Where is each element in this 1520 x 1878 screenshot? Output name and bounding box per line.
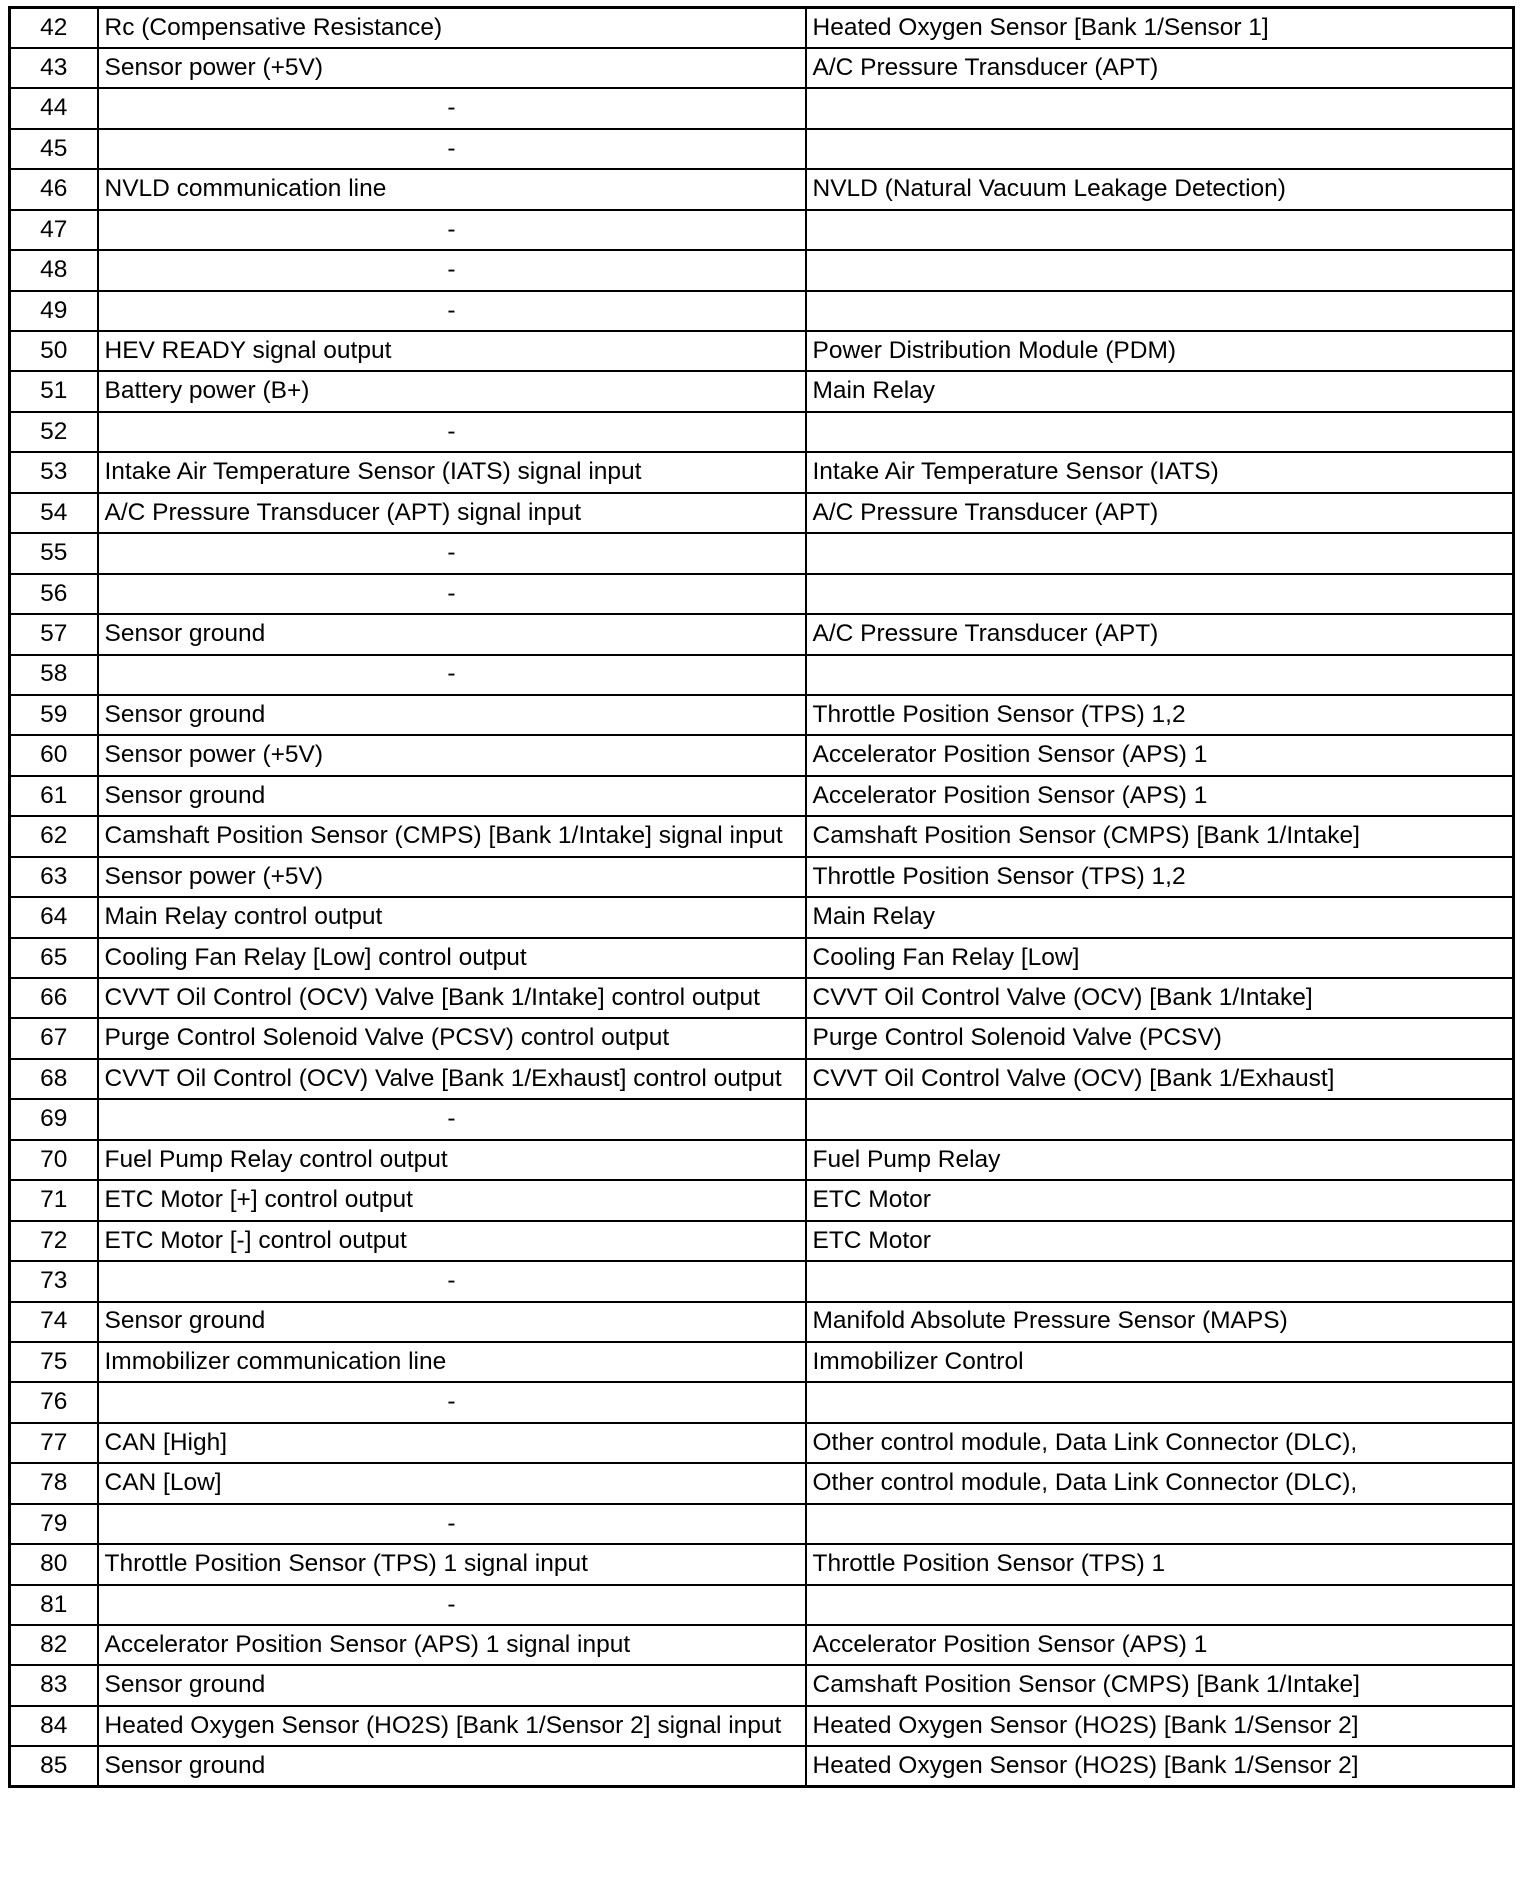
table-row (10, 452, 1514, 492)
table-row (10, 574, 1514, 614)
table-row (10, 1059, 1514, 1099)
connected-to-cell (806, 88, 1514, 128)
table-row (10, 1302, 1514, 1342)
table-row (10, 816, 1514, 856)
pin-number-cell: 45 (10, 129, 98, 169)
connected-to-cell: ETC Motor (806, 1180, 1514, 1220)
table-row (10, 978, 1514, 1018)
pin-number-cell: 62 (10, 816, 98, 856)
pin-number-cell: 52 (10, 412, 98, 452)
connected-to-cell (806, 1504, 1514, 1544)
table-row (10, 938, 1514, 978)
pin-description-cell: Main Relay control output (98, 897, 806, 937)
table-row (10, 1221, 1514, 1261)
connected-to-cell (806, 655, 1514, 695)
pin-description-cell: Intake Air Temperature Sensor (IATS) signal input (98, 452, 806, 492)
pin-number-cell: 54 (10, 493, 98, 533)
pin-number-cell: 79 (10, 1504, 98, 1544)
connected-to-cell (806, 1099, 1514, 1139)
pin-description-cell: A/C Pressure Transducer (APT) signal input (98, 493, 806, 533)
connected-to-cell: A/C Pressure Transducer (APT) (806, 493, 1514, 533)
table-row (10, 48, 1514, 88)
table-row (10, 1423, 1514, 1463)
connected-to-cell: Main Relay (806, 897, 1514, 937)
pin-description-cell: - (98, 88, 806, 128)
pin-function-table (8, 6, 1515, 1788)
pin-description-cell: - (98, 1504, 806, 1544)
table-row (10, 1504, 1514, 1544)
pin-description-cell: CAN [Low] (98, 1463, 806, 1503)
table-row (10, 1746, 1514, 1786)
table-row (10, 533, 1514, 573)
pin-description-cell: - (98, 574, 806, 614)
pin-number-cell: 70 (10, 1140, 98, 1180)
connected-to-cell: Accelerator Position Sensor (APS) 1 (806, 776, 1514, 816)
pin-description-cell: CVVT Oil Control (OCV) Valve [Bank 1/Intake] control output (98, 978, 806, 1018)
table-row (10, 8, 1514, 48)
pin-description-cell: Heated Oxygen Sensor (HO2S) [Bank 1/Sensor 2] signal input (98, 1706, 806, 1746)
pin-description-cell: - (98, 250, 806, 290)
pin-description-cell: Sensor ground (98, 1665, 806, 1705)
pin-description-cell: CAN [High] (98, 1423, 806, 1463)
pin-number-cell: 85 (10, 1746, 98, 1786)
pin-number-cell: 51 (10, 371, 98, 411)
table-row (10, 695, 1514, 735)
pin-description-cell: Sensor ground (98, 695, 806, 735)
connected-to-cell (806, 412, 1514, 452)
pin-description-cell: - (98, 291, 806, 331)
connected-to-cell (806, 129, 1514, 169)
connected-to-cell: NVLD (Natural Vacuum Leakage Detection) (806, 169, 1514, 209)
connected-to-cell (806, 210, 1514, 250)
pin-description-cell: CVVT Oil Control (OCV) Valve [Bank 1/Exhaust] control output (98, 1059, 806, 1099)
connected-to-cell: CVVT Oil Control Valve (OCV) [Bank 1/Intake] (806, 978, 1514, 1018)
pin-description-cell: Battery power (B+) (98, 371, 806, 411)
connected-to-cell: Throttle Position Sensor (TPS) 1,2 (806, 695, 1514, 735)
connected-to-cell (806, 291, 1514, 331)
pin-description-cell: - (98, 129, 806, 169)
pin-description-cell: ETC Motor [-] control output (98, 1221, 806, 1261)
table-row (10, 1140, 1514, 1180)
table-row (10, 1585, 1514, 1625)
table-row (10, 1382, 1514, 1422)
table-row (10, 1180, 1514, 1220)
connected-to-cell: Immobilizer Control (806, 1342, 1514, 1382)
connected-to-cell (806, 250, 1514, 290)
connected-to-cell: Power Distribution Module (PDM) (806, 331, 1514, 371)
pin-number-cell: 44 (10, 88, 98, 128)
table-row (10, 1261, 1514, 1301)
connected-to-cell: Purge Control Solenoid Valve (PCSV) (806, 1018, 1514, 1058)
pin-description-cell: - (98, 1099, 806, 1139)
pin-number-cell: 77 (10, 1423, 98, 1463)
pin-number-cell: 49 (10, 291, 98, 331)
table-row (10, 1665, 1514, 1705)
pin-number-cell: 82 (10, 1625, 98, 1665)
connected-to-cell: Camshaft Position Sensor (CMPS) [Bank 1/Intake] (806, 1665, 1514, 1705)
connected-to-cell (806, 1585, 1514, 1625)
connected-to-cell: Other control module, Data Link Connector (DLC), (806, 1423, 1514, 1463)
connected-to-cell (806, 574, 1514, 614)
pin-description-cell: Accelerator Position Sensor (APS) 1 signal input (98, 1625, 806, 1665)
table-row (10, 1706, 1514, 1746)
connected-to-cell: Accelerator Position Sensor (APS) 1 (806, 735, 1514, 775)
connected-to-cell: A/C Pressure Transducer (APT) (806, 614, 1514, 654)
table-row (10, 655, 1514, 695)
pin-description-cell: HEV READY signal output (98, 331, 806, 371)
pin-number-cell: 60 (10, 735, 98, 775)
table-row (10, 614, 1514, 654)
table-row (10, 897, 1514, 937)
pin-description-cell: Sensor ground (98, 776, 806, 816)
connected-to-cell: Heated Oxygen Sensor (HO2S) [Bank 1/Sensor 2] (806, 1706, 1514, 1746)
pin-description-cell: Throttle Position Sensor (TPS) 1 signal input (98, 1544, 806, 1584)
pin-description-cell: - (98, 412, 806, 452)
pin-description-cell: - (98, 1261, 806, 1301)
connected-to-cell: Intake Air Temperature Sensor (IATS) (806, 452, 1514, 492)
table-row (10, 1625, 1514, 1665)
connected-to-cell: Manifold Absolute Pressure Sensor (MAPS) (806, 1302, 1514, 1342)
table-row (10, 857, 1514, 897)
connected-to-cell: Heated Oxygen Sensor [Bank 1/Sensor 1] (806, 8, 1514, 48)
connected-to-cell (806, 533, 1514, 573)
pin-description-cell: Camshaft Position Sensor (CMPS) [Bank 1/Intake] signal input (98, 816, 806, 856)
pin-description-cell: - (98, 655, 806, 695)
table-row (10, 250, 1514, 290)
pin-description-cell: - (98, 1382, 806, 1422)
table-row (10, 169, 1514, 209)
pin-description-cell: Rc (Compensative Resistance) (98, 8, 806, 48)
pin-description-cell: Cooling Fan Relay [Low] control output (98, 938, 806, 978)
table-row (10, 210, 1514, 250)
pin-number-cell: 64 (10, 897, 98, 937)
pin-number-cell: 61 (10, 776, 98, 816)
pin-description-cell: Immobilizer communication line (98, 1342, 806, 1382)
table-row (10, 291, 1514, 331)
pin-description-cell: ETC Motor [+] control output (98, 1180, 806, 1220)
pin-number-cell: 74 (10, 1302, 98, 1342)
connected-to-cell: Cooling Fan Relay [Low] (806, 938, 1514, 978)
connected-to-cell (806, 1261, 1514, 1301)
pin-number-cell: 83 (10, 1665, 98, 1705)
connected-to-cell: Accelerator Position Sensor (APS) 1 (806, 1625, 1514, 1665)
connected-to-cell: Throttle Position Sensor (TPS) 1,2 (806, 857, 1514, 897)
pin-number-cell: 69 (10, 1099, 98, 1139)
connected-to-cell: Other control module, Data Link Connector (DLC), (806, 1463, 1514, 1503)
table-row (10, 1544, 1514, 1584)
table-row (10, 1099, 1514, 1139)
connected-to-cell: Throttle Position Sensor (TPS) 1 (806, 1544, 1514, 1584)
pin-description-cell: Sensor ground (98, 1746, 806, 1786)
pin-number-cell: 72 (10, 1221, 98, 1261)
table-row (10, 331, 1514, 371)
table-row (10, 493, 1514, 533)
pin-number-cell: 65 (10, 938, 98, 978)
table-row (10, 1463, 1514, 1503)
pin-number-cell: 47 (10, 210, 98, 250)
pin-number-cell: 59 (10, 695, 98, 735)
connected-to-cell: ETC Motor (806, 1221, 1514, 1261)
table-row (10, 371, 1514, 411)
table-row (10, 88, 1514, 128)
pin-number-cell: 67 (10, 1018, 98, 1058)
table-row (10, 776, 1514, 816)
table-row (10, 1342, 1514, 1382)
pin-number-cell: 66 (10, 978, 98, 1018)
pin-description-cell: Sensor ground (98, 1302, 806, 1342)
pin-number-cell: 42 (10, 8, 98, 48)
pin-description-cell: - (98, 210, 806, 250)
pin-description-cell: Fuel Pump Relay control output (98, 1140, 806, 1180)
pin-description-cell: Purge Control Solenoid Valve (PCSV) control output (98, 1018, 806, 1058)
pin-number-cell: 46 (10, 169, 98, 209)
pin-number-cell: 75 (10, 1342, 98, 1382)
table-row (10, 735, 1514, 775)
pin-number-cell: 73 (10, 1261, 98, 1301)
pin-number-cell: 56 (10, 574, 98, 614)
table-row (10, 1018, 1514, 1058)
pin-number-cell: 53 (10, 452, 98, 492)
pin-number-cell: 57 (10, 614, 98, 654)
pin-number-cell: 50 (10, 331, 98, 371)
pin-description-cell: Sensor ground (98, 614, 806, 654)
pin-number-cell: 78 (10, 1463, 98, 1503)
pin-description-cell: Sensor power (+5V) (98, 857, 806, 897)
pin-description-cell: NVLD communication line (98, 169, 806, 209)
pin-table-body (10, 8, 1514, 1787)
pin-description-cell: Sensor power (+5V) (98, 48, 806, 88)
pin-description-cell: - (98, 1585, 806, 1625)
pin-number-cell: 80 (10, 1544, 98, 1584)
connected-to-cell: Fuel Pump Relay (806, 1140, 1514, 1180)
pin-number-cell: 48 (10, 250, 98, 290)
connected-to-cell: CVVT Oil Control Valve (OCV) [Bank 1/Exhaust] (806, 1059, 1514, 1099)
pin-number-cell: 63 (10, 857, 98, 897)
connected-to-cell: Main Relay (806, 371, 1514, 411)
pin-number-cell: 58 (10, 655, 98, 695)
table-row (10, 412, 1514, 452)
pin-description-cell: - (98, 533, 806, 573)
connected-to-cell: A/C Pressure Transducer (APT) (806, 48, 1514, 88)
table-row (10, 129, 1514, 169)
pin-number-cell: 76 (10, 1382, 98, 1422)
pin-number-cell: 84 (10, 1706, 98, 1746)
pin-number-cell: 81 (10, 1585, 98, 1625)
pin-number-cell: 55 (10, 533, 98, 573)
connected-to-cell: Camshaft Position Sensor (CMPS) [Bank 1/Intake] (806, 816, 1514, 856)
pin-number-cell: 68 (10, 1059, 98, 1099)
connected-to-cell: Heated Oxygen Sensor (HO2S) [Bank 1/Sensor 2] (806, 1746, 1514, 1786)
pin-number-cell: 71 (10, 1180, 98, 1220)
pin-number-cell: 43 (10, 48, 98, 88)
connected-to-cell (806, 1382, 1514, 1422)
pin-description-cell: Sensor power (+5V) (98, 735, 806, 775)
